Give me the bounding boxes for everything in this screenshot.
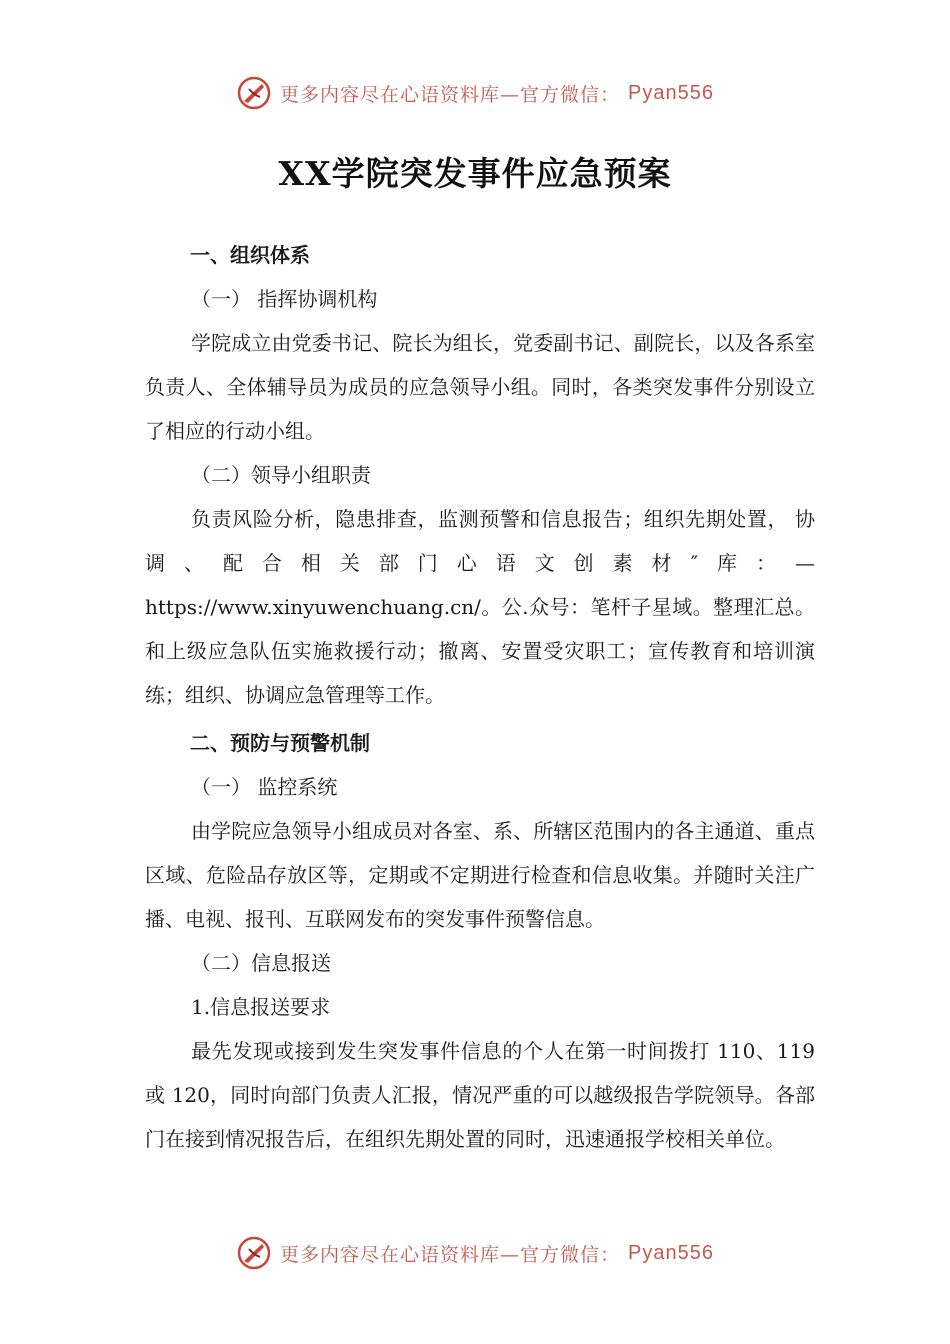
subsection-heading: 1.信息报送要求 <box>191 995 331 1019</box>
subsection-heading: （二）信息报送 <box>191 951 331 975</box>
banner-wechat-id: Pyan556 <box>628 81 714 104</box>
banner-text: 更多内容尽在心语资料库—官方微信： <box>280 1243 621 1266</box>
brand-logo-icon <box>236 1235 272 1271</box>
paragraph: 学院成立由党委书记、院长为组长，党委副书记、副院长，以及各系室负责人、全体辅导员为成员的应急领导小组。同时，各类突发事件分别设立了相应的行动小组。 <box>145 331 815 443</box>
paragraph: 由学院应急领导小组成员对各室、系、所辖区范围内的各主通道、重点区域、危险品存放区等，定期或不定期进行检查和信息收集。并随时关注广播、电视、报刊、互联网发布的突发事件预警信息。 <box>145 819 815 931</box>
subsection-heading: （一） 指挥协调机构 <box>191 287 378 311</box>
subsection-heading: （二）领导小组职责 <box>191 463 371 487</box>
brand-logo-icon <box>236 75 272 111</box>
paragraph: 最先发现或接到发生突发事件信息的个人在第一时间拨打 110、119 或 120，同时向部门负责人汇报，情况严重的可以越级报告学院领导。各部门在接到情况报告后，在组织先期处置的同时，迅速通报学校相关单位。 <box>145 1039 815 1151</box>
banner-wechat-id: Pyan556 <box>628 1241 714 1264</box>
document-body <box>145 233 815 1161</box>
paragraph: 负责风险分析，隐患排查，监测预警和信息报告；组织先期处置， 协调、配合相关部门心语文创素材″库：—https://www.xinyuwenchuang.cn/。公.众号：笔杆子星域。整理汇总。和上级应急队伍实施救援行动；撤离、安置受灾职工；宣传教育和培训演练；组织、协调应急管理等工作。 <box>145 507 815 707</box>
footer-banner <box>0 1233 950 1273</box>
header-banner <box>0 73 950 113</box>
banner-text: 更多内容尽在心语资料库—官方微信： <box>280 83 621 106</box>
subsection-heading: （一） 监控系统 <box>191 775 338 799</box>
section-heading: 一、组织体系 <box>190 243 310 267</box>
document-title: XX学院突发事件应急预案 <box>278 154 672 193</box>
section-heading: 二、预防与预警机制 <box>190 731 370 755</box>
